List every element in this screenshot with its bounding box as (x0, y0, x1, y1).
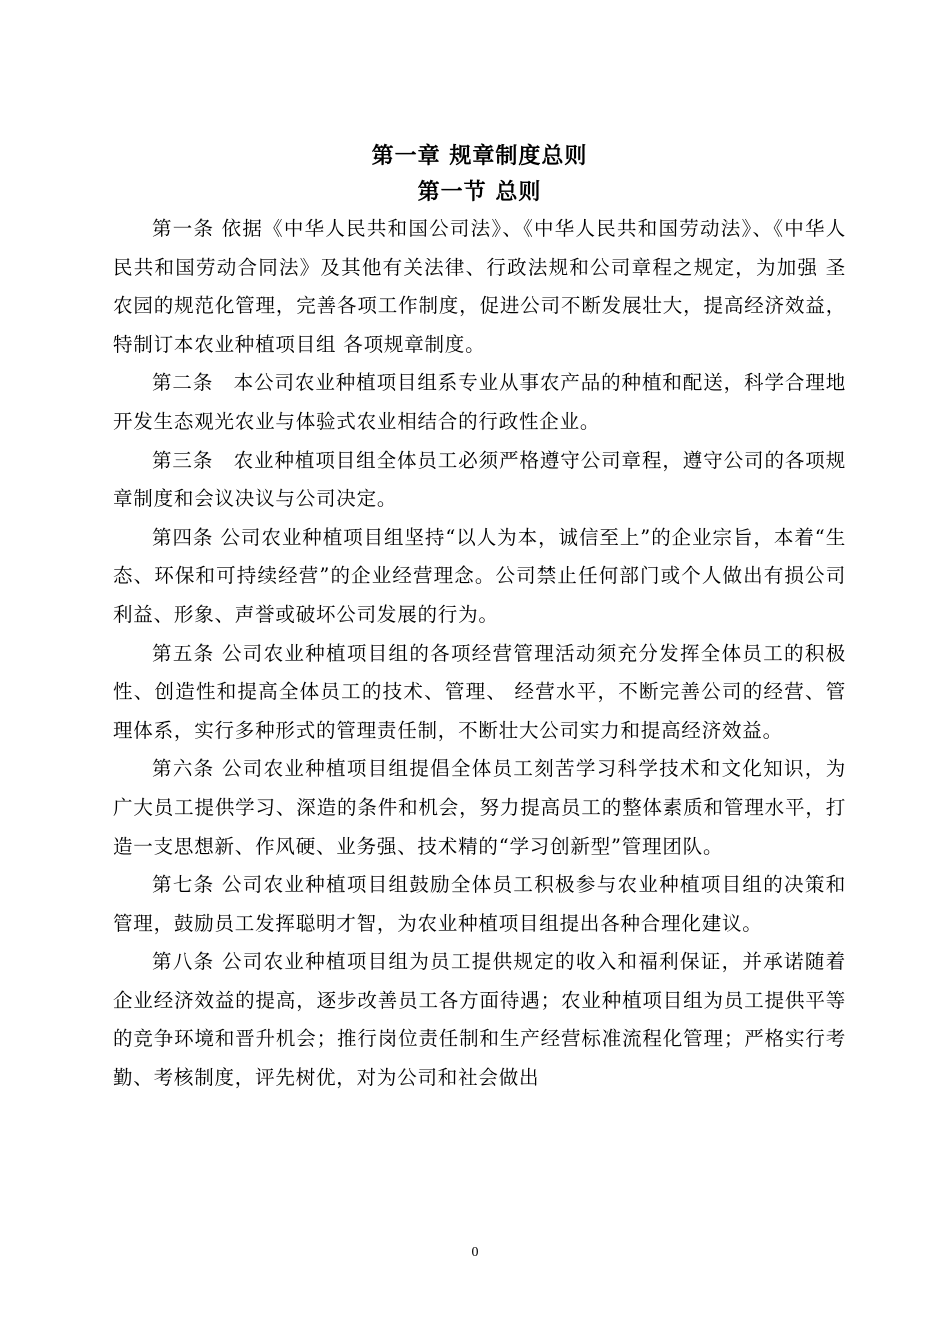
chapter-title: 第一章 规章制度总则 (371, 143, 588, 169)
article-4: 第四条 公司农业种植项目组坚持“以人为本，诚信至上”的企业宗旨，本着“生态、环保和可持续经营”的企业经营理念。公司禁止任何部门或个人做出有损公司利益、形象、声誉或破坏公司发展的行为。 (113, 525, 846, 626)
section-title: 第一节 总则 (417, 179, 542, 205)
article-2: 第二条 本公司农业种植项目组系专业从事农产品的种植和配送，科学合理地开发生态观光农业与体验式农业相结合的行政性企业。 (113, 371, 846, 433)
document-body (113, 138, 846, 1098)
article-7: 第七条 公司农业种植项目组鼓励全体员工积极参与农业种植项目组的决策和管理，鼓励员工发挥聪明才智，为农业种植项目组提出各种合理化建议。 (113, 873, 846, 935)
page-number: 0 (471, 1245, 479, 1260)
article-6: 第六条 公司农业种植项目组提倡全体员工刻苦学习科学技术和文化知识，为广大员工提供学习、深造的条件和机会，努力提高员工的整体素质和管理水平，打造一支思想新、作风硬、业务强、技术精的“学习创新型”管理团队。 (113, 757, 846, 858)
article-8: 第八条 公司农业种植项目组为员工提供规定的收入和福利保证，并承诺随着企业经济效益的提高，逐步改善员工各方面待遇；农业种植项目组为员工提供平等的竞争环境和晋升机会；推行岗位责任制和生产经营标准流程化管理；严格实行考勤、考核制度，评先树优，对为公司和社会做出 (113, 950, 846, 1090)
article-5: 第五条 公司农业种植项目组的各项经营管理活动须充分发挥全体员工的积极性、创造性和提高全体员工的技术、管理、 经营水平，不断完善公司的经营、管理体系，实行多种形式的管理责任制，不断壮大公司实力和提高经济效益。 (113, 641, 846, 742)
article-3: 第三条 农业种植项目组全体员工必须严格遵守公司章程，遵守公司的各项规章制度和会议决议与公司决定。 (113, 448, 846, 511)
article-1: 第一条 依据《中华人民共和国公司法》、《中华人民共和国劳动法》、《中华人民共和国劳动合同法》及其他有关法律、行政法规和公司章程之规定，为加强 圣农园的规范化管理，完善各项工作制度，促进公司不断发展壮大，提高经济效益，特制订本农业种植项目组 各项规章制度。 (113, 217, 846, 356)
